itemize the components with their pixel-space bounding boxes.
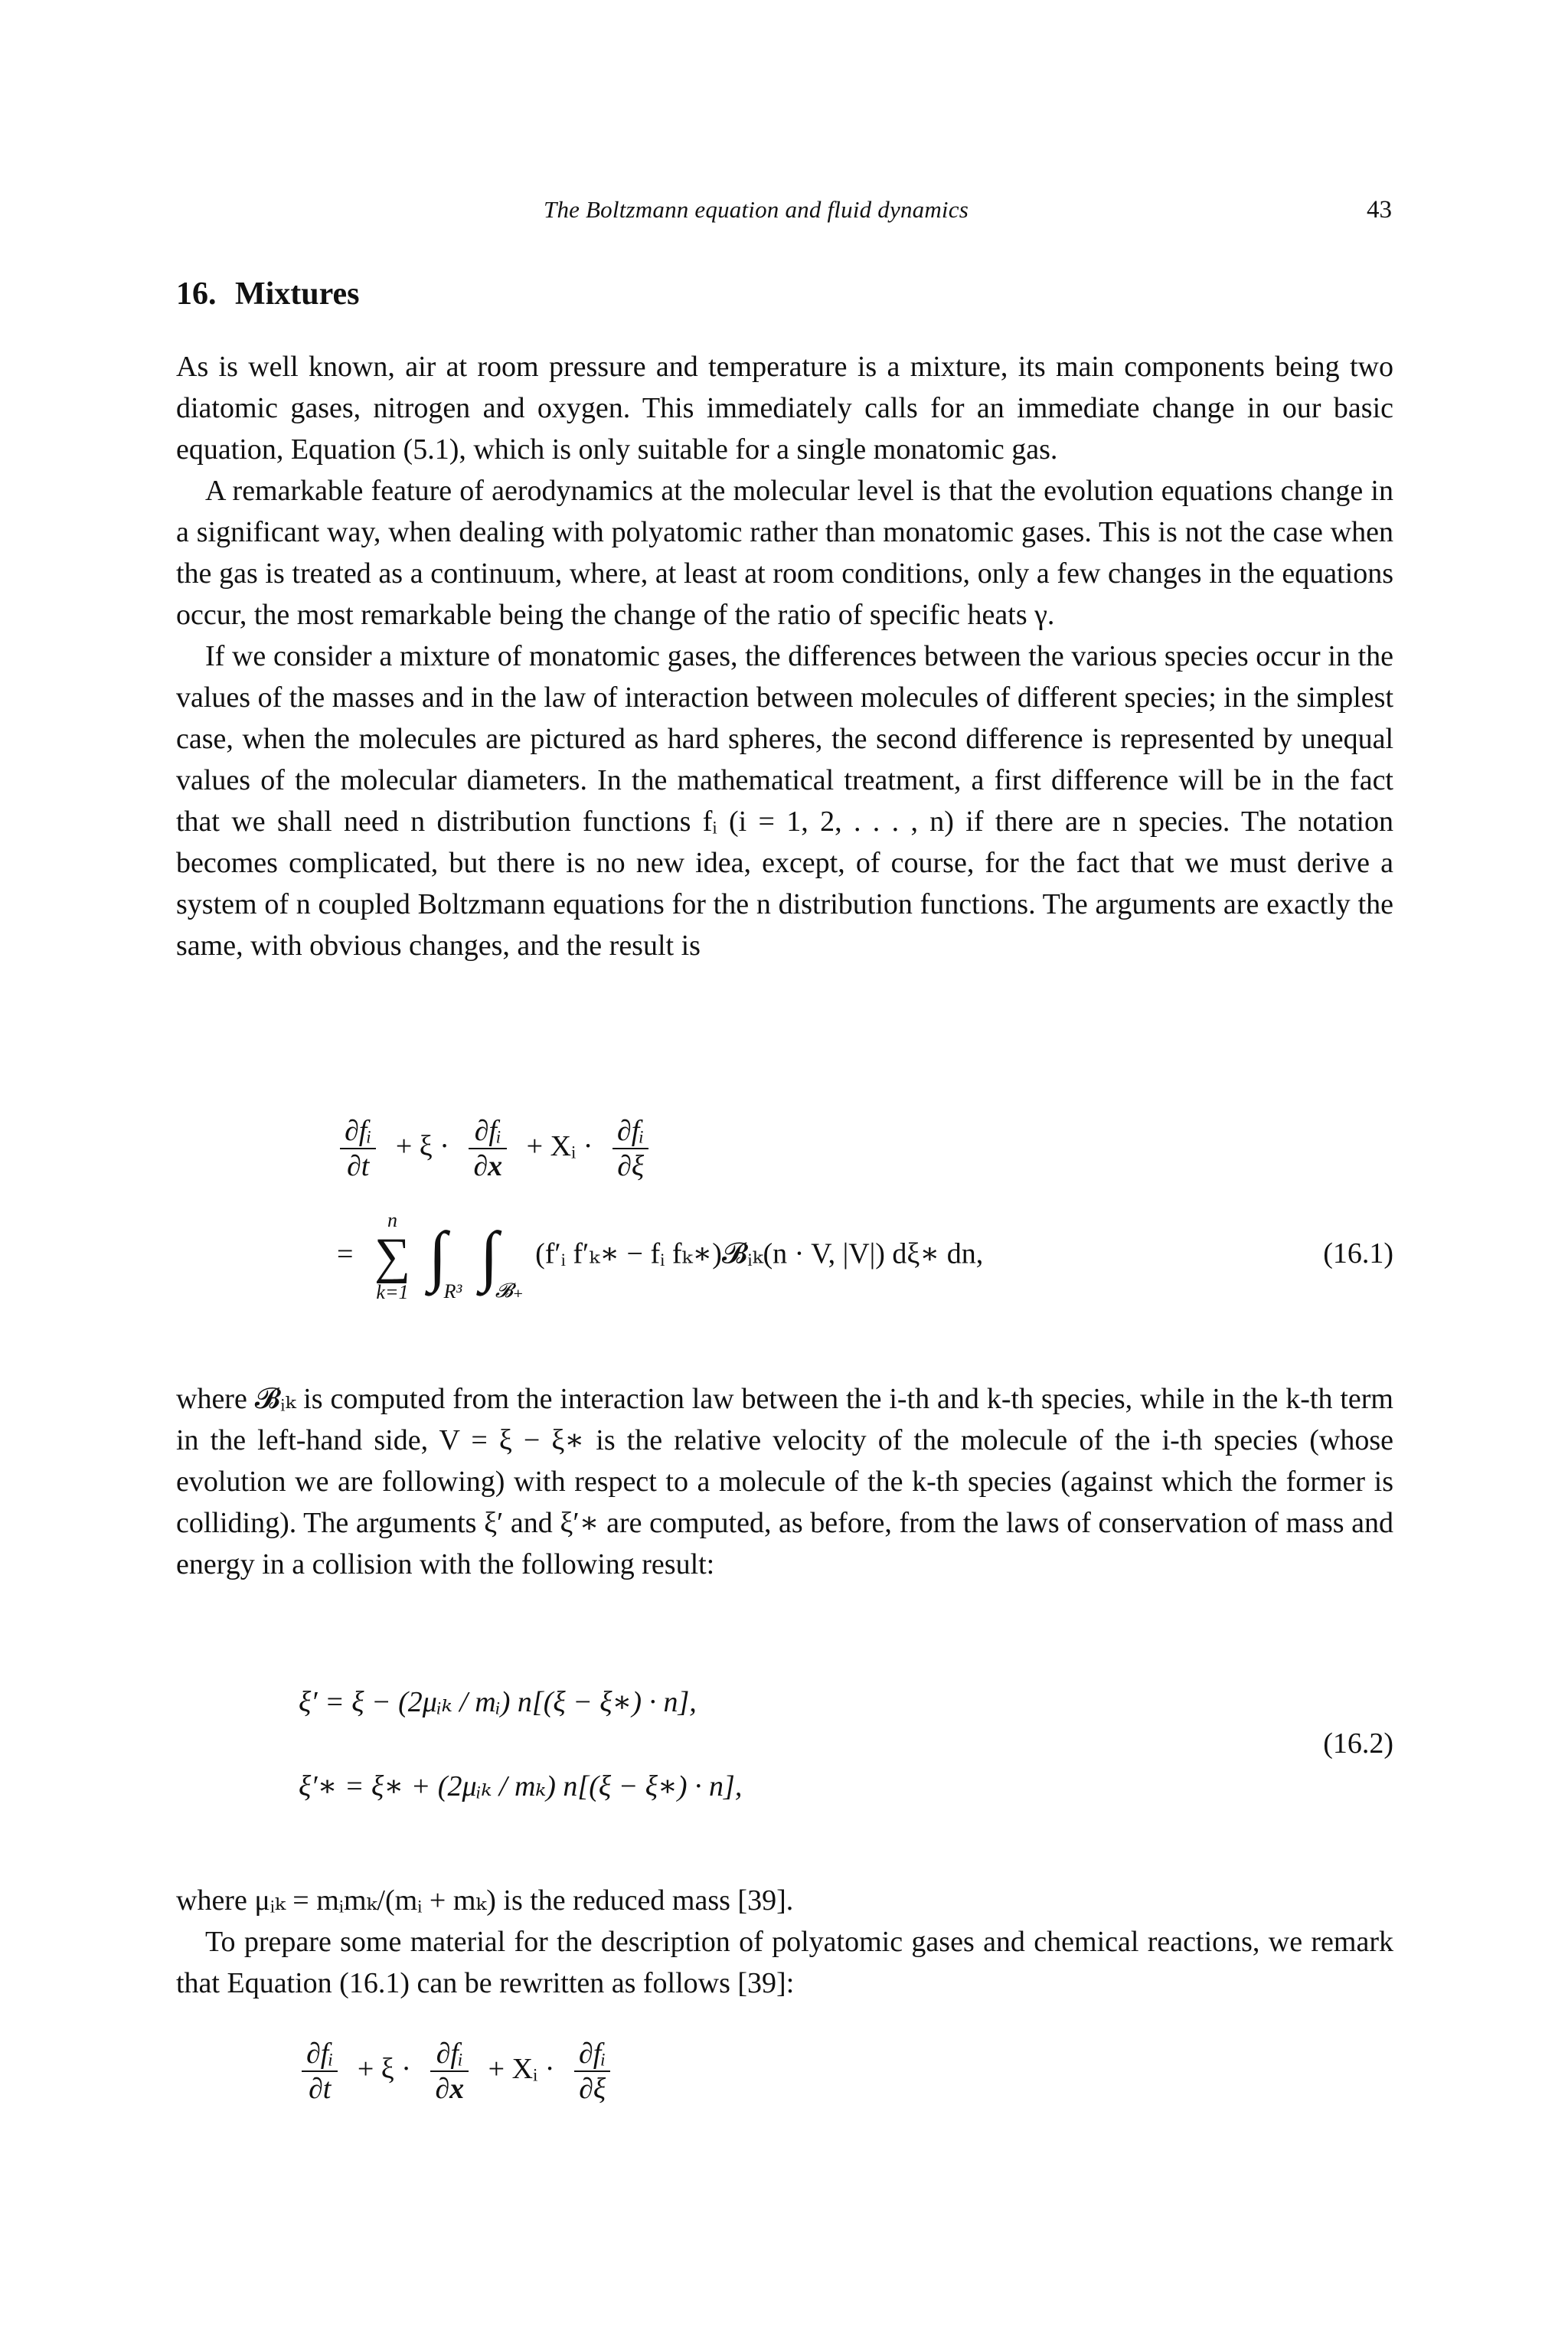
operator-plus-xi: + ξ · [357, 2052, 411, 2085]
partial-x-fraction [430, 2037, 469, 2106]
paragraph-1: As is well known, air at room pressure and temperature is a mixture, its main components being two diatomic gases, nitrogen and oxygen. This immediately calls for an immediate change in our basic equation, Equation (5.1), which is only suitable for a single monatomic gas. [176, 351, 1393, 466]
text-block-1 [176, 346, 1393, 966]
paragraph-5: where μᵢₖ = mᵢmₖ/(mᵢ + mₖ) is the reduced mass [39]. [176, 1884, 794, 1917]
page-number: 43 [1367, 196, 1392, 224]
integral-domain: R³ [443, 1280, 462, 1302]
equation-continued [176, 2037, 1393, 2144]
fraction-numerator: ∂fᵢ [469, 1114, 507, 1149]
fraction-denominator: ∂ξ [579, 2073, 606, 2105]
integral-domain: 𝓑₊ [495, 1280, 524, 1302]
partial-t-fraction [340, 1114, 376, 1183]
fraction-numerator: ∂fᵢ [302, 2037, 338, 2072]
sum-upper-limit: n [387, 1209, 397, 1231]
fraction-denominator: ∂x [435, 2073, 465, 2105]
summation [374, 1210, 410, 1303]
partial-xi-fraction [612, 1114, 648, 1183]
paragraph-4: where 𝓑ᵢₖ is computed from the interaction law between the i-th and k-th species, while in the k-th term in the left-hand side, V = ξ − ξ∗ is the relative velocity of the molecule of the i-th species (whose evolution we are following) with respect to a molecule of the k-th species (against which the former is colliding). The arguments ξ′ and ξ′∗ are computed, as before, from the laws of conservation of mass and energy in a collision with the following result: [176, 1383, 1393, 1580]
operator-plus-xi: + ξ · [395, 1129, 449, 1162]
section-heading [176, 276, 360, 312]
partial-x-fraction [469, 1114, 507, 1183]
equation-16-1-lhs [337, 1114, 652, 1183]
sum-lower-limit: k=1 [376, 1281, 409, 1303]
fraction-denominator: ∂t [309, 2073, 332, 2105]
fraction-numerator: ∂fᵢ [574, 2037, 610, 2072]
equation-16-1-rhs [337, 1210, 983, 1303]
equation-16-1 [176, 1114, 1393, 1321]
running-head: The Boltzmann equation and fluid dynamics [544, 196, 969, 223]
equation-16-2-line-2: ξ′∗ = ξ∗ + (2μᵢₖ / mₖ) n[(ξ − ξ∗) · n], [299, 1770, 743, 1802]
integrand: (f′ᵢ f′ₖ∗ − fᵢ fₖ∗)𝓑ᵢₖ(n · V, |V|) dξ∗ dn, [535, 1237, 984, 1270]
equation-number: (16.1) [1323, 1237, 1393, 1270]
operator-plus-X: + Xᵢ · [526, 1129, 593, 1162]
partial-t-fraction [302, 2037, 338, 2106]
paragraph-6: To prepare some material for the description of polyatomic gases and chemical reactions, we remark that Equation (16.1) can be rewritten as follows [39]: [176, 1926, 1393, 1999]
equation-16-2 [176, 1669, 1393, 1861]
partial-xi-fraction [574, 2037, 610, 2106]
paragraph-3: If we consider a mixture of monatomic gases, the differences between the various species occur in the values of the masses and in the law of interaction between molecules of different species; in the simplest case, when the molecules are pictured as hard spheres, the second difference is represented by unequal values of the molecular diameters. In the mathematical treatment, a first difference will be in the fact that we shall need n distribution functions fᵢ (i = 1, 2, . . . , n) if there are n species. The notation becomes complicated, but there is no new idea, except, of course, for the fact that we must derive a system of n coupled Boltzmann equations for the n distribution functions. The arguments are exactly the same, with obvious changes, and the result is [176, 640, 1393, 962]
equals-sign: = [337, 1237, 354, 1270]
integral-symbol: ∫ [479, 1219, 498, 1293]
text-block-2 [176, 1378, 1393, 1585]
fraction-numerator: ∂fᵢ [340, 1114, 376, 1149]
fraction-numerator: ∂fᵢ [430, 2037, 469, 2072]
equation-number: (16.2) [1323, 1727, 1393, 1760]
equation-16-2-line-1: ξ′ = ξ − (2μᵢₖ / mᵢ) n[(ξ − ξ∗) · n], [299, 1686, 697, 1718]
fraction-denominator: ∂ξ [617, 1150, 645, 1182]
section-title: Mixtures [235, 276, 360, 312]
fraction-denominator: ∂t [347, 1150, 370, 1182]
operator-plus-X: + Xᵢ · [488, 2052, 555, 2085]
text-block-3 [176, 1880, 1393, 2004]
fraction-denominator: ∂x [473, 1150, 503, 1182]
paragraph-2: A remarkable feature of aerodynamics at the molecular level is that the evolution equations change in a significant way, when dealing with polyatomic rather than monatomic gases. This is not the case when the gas is treated as a continuum, where, at least at room conditions, only a few changes in the equations occur, the most remarkable being the change of the ratio of specific heats γ. [176, 475, 1393, 631]
fraction-numerator: ∂fᵢ [612, 1114, 648, 1149]
section-number: 16. [176, 276, 217, 312]
sigma-symbol: ∑ [374, 1228, 410, 1284]
equation-continued-lhs [299, 2037, 613, 2106]
integral-symbol: ∫ [428, 1219, 447, 1293]
